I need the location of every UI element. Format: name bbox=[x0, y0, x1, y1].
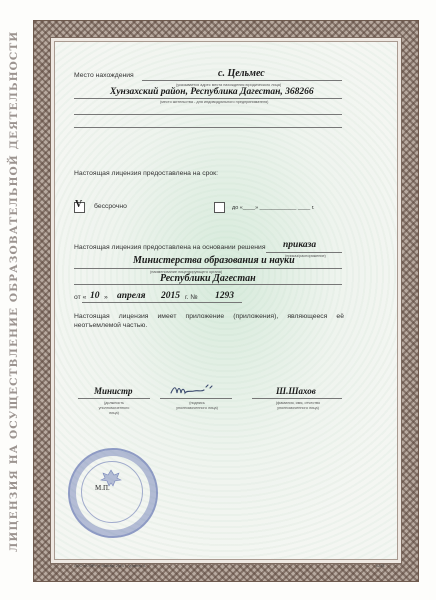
signature-hint: (подпись уполномоченного лица) bbox=[176, 401, 218, 410]
until-checkbox bbox=[214, 202, 225, 213]
form-series-code: A273 bbox=[376, 564, 385, 568]
authority-line-2-text: Республики Дагестан bbox=[160, 273, 256, 284]
order-month: апреля bbox=[117, 291, 146, 301]
signature-line bbox=[160, 398, 232, 399]
position-hint: (должность уполномоченного лица) bbox=[98, 401, 130, 415]
location-line-4 bbox=[74, 127, 342, 128]
order-underline bbox=[82, 302, 242, 303]
location-line-2 bbox=[74, 98, 342, 99]
vertical-document-title: ЛИЦЕНЗИЯ НА ОСУЩЕСТВЛЕНИЕ ОБРАЗОВАТЕЛЬНОЙ ДЕЯТЕЛЬНОСТИ bbox=[8, 30, 20, 552]
handwritten-signature bbox=[168, 382, 220, 398]
decision-type-hint: (приказ/распоряжение) bbox=[285, 254, 326, 258]
order-date-prefix: от « bbox=[74, 294, 87, 301]
location-line-1 bbox=[142, 80, 342, 81]
until-date-label: до «____» ____________ ____ г. bbox=[232, 205, 315, 211]
seal-label: М.П. bbox=[95, 484, 110, 492]
authority-hint: (наименование лицензирующего органа) bbox=[150, 270, 223, 274]
decision-type-line bbox=[266, 252, 342, 253]
authority-line-2 bbox=[74, 284, 342, 285]
location-label: Место нахождения bbox=[74, 72, 134, 79]
term-label: Настоящая лицензия предоставлена на срок: bbox=[74, 170, 219, 177]
authority-line-1 bbox=[74, 268, 342, 269]
location-hint-1: (указывается адрес места нахождения юридического лица) bbox=[176, 83, 282, 87]
decision-type: приказа bbox=[283, 240, 317, 250]
order-number: 1293 bbox=[215, 291, 234, 301]
appendix-text: Настоящая лицензия имеет приложение (приложения), являющееся её неотъемлемой частью. bbox=[74, 313, 344, 329]
location-hint-2: (место жительства - для индивидуального предпринимателя) bbox=[160, 100, 269, 104]
name-hint: (фамилия, имя, отчество уполномоченного лица) bbox=[275, 401, 321, 410]
location-value-2: Хунзахский район, Республика Дагестан, 368266 bbox=[110, 87, 314, 97]
printer-imprint: ООО «КЛЭР», г. Москва, 2014 г., уровень А bbox=[74, 564, 146, 568]
signatory-position: Министр bbox=[94, 386, 133, 396]
order-day-close: » bbox=[104, 294, 108, 301]
order-year: 2015 bbox=[161, 291, 180, 301]
order-year-suffix: г. № bbox=[185, 294, 198, 301]
location-value-1: с. Цельмес bbox=[218, 68, 265, 79]
basis-label: Настоящая лицензия предоставлена на основании решения bbox=[74, 244, 266, 251]
authority-line-1-text: Министерства образования и науки bbox=[133, 255, 295, 266]
order-day: 10 bbox=[90, 291, 100, 301]
location-line-3 bbox=[74, 114, 342, 115]
indefinite-label: бессрочно bbox=[94, 203, 127, 210]
checkbox-mark: V bbox=[75, 199, 83, 210]
position-line bbox=[78, 398, 150, 399]
signatory-name: Ш.Шахов bbox=[276, 386, 316, 396]
name-line bbox=[252, 398, 342, 399]
